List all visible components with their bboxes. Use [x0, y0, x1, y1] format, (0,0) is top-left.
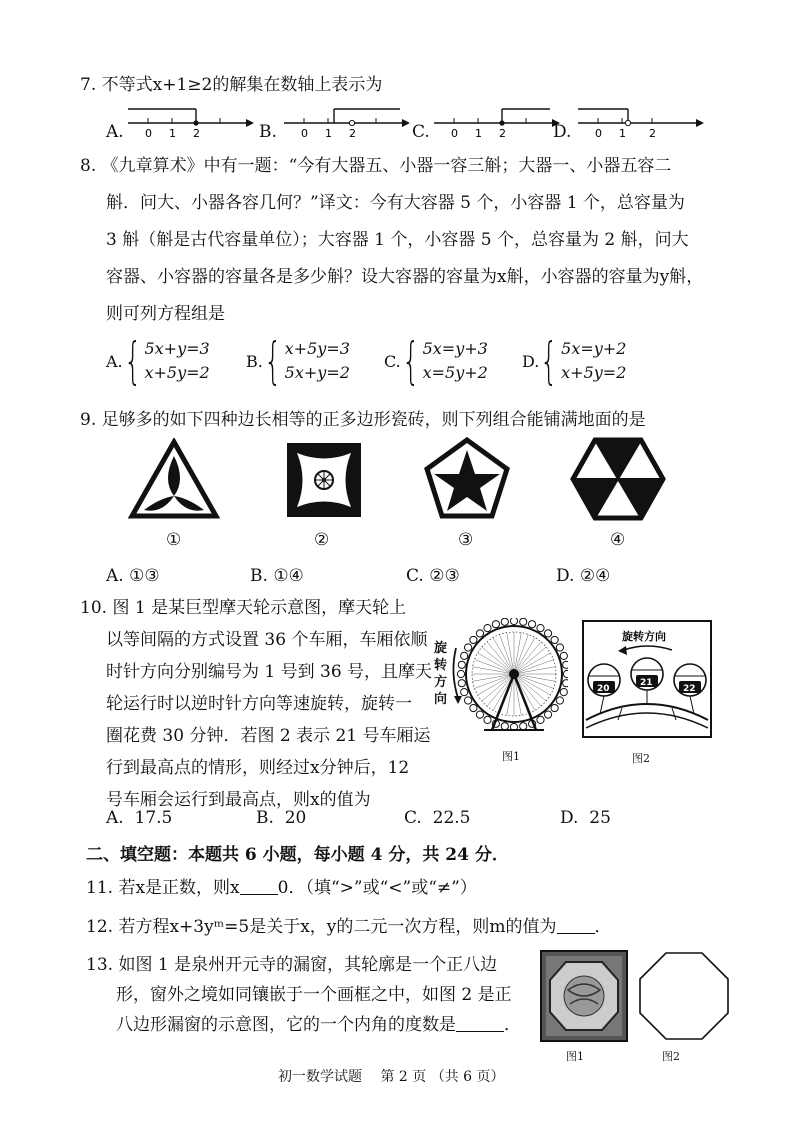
wheel-cabin — [544, 630, 551, 637]
q7-option-b-number-line — [282, 103, 410, 139]
tick-label: 2 — [349, 127, 356, 139]
wheel-cabin — [470, 636, 477, 643]
q13-text-1: 如图 1 是泉州开元寺的漏窗，其轮廓是一个正八边 — [118, 955, 498, 975]
car-22 — [674, 664, 706, 696]
q9-option-b — [250, 566, 304, 586]
q10-option-c — [404, 808, 470, 828]
q9-option-c — [406, 566, 460, 586]
q13-text-3-post: ． — [504, 1015, 521, 1035]
octagon-figure — [636, 950, 732, 1042]
fig2-title: 旋转方向 — [622, 630, 666, 643]
wheel-cabin — [465, 644, 472, 651]
q11-number: 11. — [86, 878, 114, 898]
tile-square-icon — [284, 440, 364, 520]
wheel-cabin — [544, 711, 551, 718]
q7-stem — [80, 77, 382, 94]
wheel-cabin — [484, 716, 491, 723]
wheel-cabin — [501, 723, 508, 730]
q8-option-b-eq2: 5x+y=2 — [284, 363, 350, 382]
q10-option-b-label: B. — [256, 808, 274, 828]
wheel-cabin — [560, 652, 567, 659]
q13-fig1-caption: 图1 — [566, 1050, 584, 1063]
q10-line5: 圈花费 30 分钟．若图 2 表示 21 号车厢运 — [106, 726, 431, 746]
tile-label-1: ① — [166, 530, 182, 550]
wheel-cabin — [470, 704, 477, 711]
q9-option-d — [556, 566, 610, 586]
q11-answer-blank[interactable] — [240, 880, 278, 895]
ferris-cars-figure — [582, 620, 712, 738]
wheel-cabin — [476, 711, 483, 718]
q8-option-a-eq2: x+5y=2 — [144, 363, 210, 382]
q12-answer-blank[interactable] — [557, 919, 595, 934]
fig2-caption: 图2 — [632, 752, 650, 765]
brace-icon: { — [264, 332, 282, 390]
q9-option-b-label: B. — [250, 566, 268, 586]
tick-label: 1 — [325, 127, 332, 139]
q8-line1 — [80, 158, 671, 175]
q10-line3: 时针方向分别编号为 1 号到 36 号，且摩天 — [106, 662, 433, 682]
wheel-cabin — [461, 652, 468, 659]
q7-option-a-label: A. — [106, 122, 124, 142]
wheel-cabin — [520, 618, 527, 625]
q10-option-b-value: 20 — [284, 808, 307, 828]
q13-number: 13. — [86, 955, 114, 975]
q7-option-b-label: B. — [259, 122, 277, 142]
tick-label: 0 — [301, 127, 308, 139]
q12-number: 12. — [86, 917, 114, 937]
section-2-title: 二、填空题：本题共 6 小题，每小题 4 分，共 24 分． — [86, 845, 509, 865]
q10-line6: 行到最高点的情形，则经过x分钟后，12 — [106, 758, 410, 778]
q13-line2: 形，窗外之境如同镶嵌于一个画框之中，如图 2 是正 — [116, 985, 512, 1005]
q9-option-c-value: ②③ — [429, 566, 460, 586]
q10-line4: 轮运行时以逆时针方向等速旋转，旋转一 — [106, 694, 412, 714]
car-21 — [631, 658, 663, 690]
q10-line2: 以等间隔的方式设置 36 个车厢，车厢依顺 — [106, 630, 428, 650]
q7-option-c-number-line — [432, 103, 560, 139]
q13-answer-blank[interactable] — [456, 1017, 504, 1032]
wheel-cabin — [529, 621, 536, 628]
q9-option-a-value: ①③ — [129, 566, 160, 586]
q9-text: 足够多的如下四种边长相等的正多边形瓷砖，则下列组合能铺满地面的是 — [101, 410, 646, 430]
q10-option-a-value: 17.5 — [134, 808, 173, 828]
wheel-cabin — [563, 661, 568, 668]
q13-fig2-caption: 图2 — [662, 1050, 680, 1063]
q9-number: 9. — [80, 410, 97, 430]
window-photo — [540, 950, 628, 1042]
tile-triangle-icon — [128, 438, 220, 522]
wheel-cabin — [510, 618, 517, 625]
wheel-cabin — [556, 644, 563, 651]
wheel-cabin — [458, 680, 465, 687]
q10-option-a-label: A. — [106, 808, 124, 828]
q9-option-a-label: A. — [106, 566, 124, 586]
q10-option-d-value: 25 — [589, 808, 611, 828]
tile-pentagon-icon — [423, 436, 511, 522]
tile-label-4: ④ — [610, 530, 626, 550]
tile-label-2: ② — [314, 530, 330, 550]
brace-icon: { — [123, 332, 142, 390]
q10-option-d-label: D. — [560, 808, 579, 828]
q8-option-b-eq1: x+5y=3 — [284, 339, 350, 358]
q11-post: 0．（填“>”或“<”或“≠”） — [277, 878, 477, 898]
q8-option-a — [106, 332, 210, 390]
wheel-cabin — [556, 697, 563, 704]
q8-line3: 3 斛（斛是古代容量单位）；大容器 1 个，小容器 5 个，总容量为 2 斛，问大 — [106, 230, 689, 250]
q8-line4: 容器、小容器的容量各是多少斛？设大容器的容量为x斛，小容器的容量为y斛， — [106, 267, 704, 287]
q8-option-b — [246, 332, 350, 390]
tick-label: 1 — [475, 127, 482, 139]
tile-hexagon-icon — [570, 436, 666, 522]
q8-option-d — [522, 332, 627, 390]
wheel-cabin — [563, 680, 568, 687]
tick-label: 2 — [649, 127, 656, 139]
q9-stem — [80, 412, 646, 429]
wheel-cabin — [461, 689, 468, 696]
q8-line2: 斛．问大、小器各容几何？”译文：今有大容器 5 个，小容器 1 个，总容量为 — [106, 193, 685, 213]
wheel-cabin — [476, 630, 483, 637]
wheel-cabin — [537, 625, 544, 632]
q11 — [86, 873, 477, 898]
q9-option-d-value: ②④ — [579, 566, 611, 586]
wheel-cabin — [563, 670, 568, 677]
q7-number: 7. — [80, 75, 97, 95]
q7-option-c-label: C. — [412, 122, 430, 142]
q8-option-c — [384, 332, 488, 390]
q9-option-c-label: C. — [406, 566, 424, 586]
q10-option-a — [106, 808, 172, 828]
rotation-direction-label: 旋 转 方 向 — [434, 641, 448, 707]
car-20 — [588, 664, 620, 696]
wheel-cabin — [458, 661, 465, 668]
wheel-cabin — [560, 689, 567, 696]
tick-label: 1 — [619, 127, 626, 139]
tile-label-3: ③ — [458, 530, 474, 550]
tick-label: 0 — [451, 127, 458, 139]
q13-line1 — [86, 950, 497, 975]
q12-pre: 若方程x+3yᵐ=5是关于x，y的二元一次方程，则m的值为 — [118, 917, 557, 937]
wheel-cabin — [501, 618, 508, 625]
q8-number: 8. — [80, 156, 97, 176]
q7-option-a-number-line — [126, 103, 254, 139]
q8-option-c-label: C. — [384, 351, 401, 371]
q10-option-c-value: 22.5 — [432, 808, 471, 828]
svg-text:22: 22 — [683, 684, 696, 694]
q12 — [86, 912, 612, 937]
page-footer: 初一数学试题 第 2 页 （共 6 页） — [278, 1069, 505, 1085]
q12-post: ． — [594, 917, 612, 937]
fig1-caption: 图1 — [502, 750, 520, 763]
q11-pre: 若x是正数，则x — [118, 878, 240, 898]
wheel-cabin — [551, 704, 558, 711]
tick-label: 2 — [193, 127, 200, 139]
brace-icon: { — [540, 332, 558, 390]
wheel-cabin — [537, 716, 544, 723]
wheel-cabin — [520, 723, 527, 730]
q9-option-d-label: D. — [556, 566, 575, 586]
ferris-wheel-figure — [448, 618, 568, 740]
q8-option-a-label: A. — [106, 351, 123, 371]
q7-option-d-number-line — [576, 103, 704, 139]
q8-text-1: 《九章算术》中有一题：“今有大器五、小器一容三斛；大器一、小器五容二 — [101, 156, 672, 176]
q8-option-a-eq1: 5x+y=3 — [144, 339, 210, 358]
q8-line5: 则可列方程组是 — [106, 304, 225, 324]
q10-option-b — [256, 808, 306, 828]
q10-option-c-label: C. — [404, 808, 422, 828]
q13-line3 — [116, 1010, 521, 1035]
q8-option-d-eq1: 5x=y+2 — [561, 339, 627, 358]
q7-option-d-label: D. — [553, 122, 572, 142]
q10-option-d — [560, 808, 611, 828]
tick-label: 0 — [145, 127, 152, 139]
brace-icon: { — [401, 332, 420, 390]
q13-text-3: 八边形漏窗的示意图，它的一个内角的度数是 — [116, 1015, 456, 1035]
q9-option-a — [106, 566, 160, 586]
tick-label: 2 — [499, 127, 506, 139]
tick-label: 1 — [169, 127, 176, 139]
q8-option-d-eq2: x+5y=2 — [561, 363, 627, 382]
q10-number: 10. — [80, 598, 108, 618]
q8-option-d-label: D. — [522, 351, 540, 371]
q10-text-1: 图 1 是某巨型摩天轮示意图，摩天轮上 — [112, 598, 407, 618]
q8-option-c-eq2: x=5y+2 — [422, 363, 488, 382]
q8-option-b-label: B. — [246, 351, 263, 371]
svg-text:21: 21 — [640, 678, 653, 688]
q7-text: 不等式x+1≥2的解集在数轴上表示为 — [101, 75, 383, 95]
q10-line1 — [80, 600, 406, 617]
q9-option-b-value: ①④ — [273, 566, 304, 586]
wheel-cabin — [465, 697, 472, 704]
tick-label: 0 — [595, 127, 602, 139]
wheel-cabin — [484, 625, 491, 632]
svg-text:20: 20 — [597, 684, 610, 694]
wheel-cabin — [551, 636, 558, 643]
q8-option-c-eq1: 5x=y+3 — [422, 339, 488, 358]
q10-line7: 号车厢会运行到最高点，则x的值为 — [106, 790, 371, 810]
wheel-cabin — [457, 670, 464, 677]
wheel-cabin — [492, 621, 499, 628]
